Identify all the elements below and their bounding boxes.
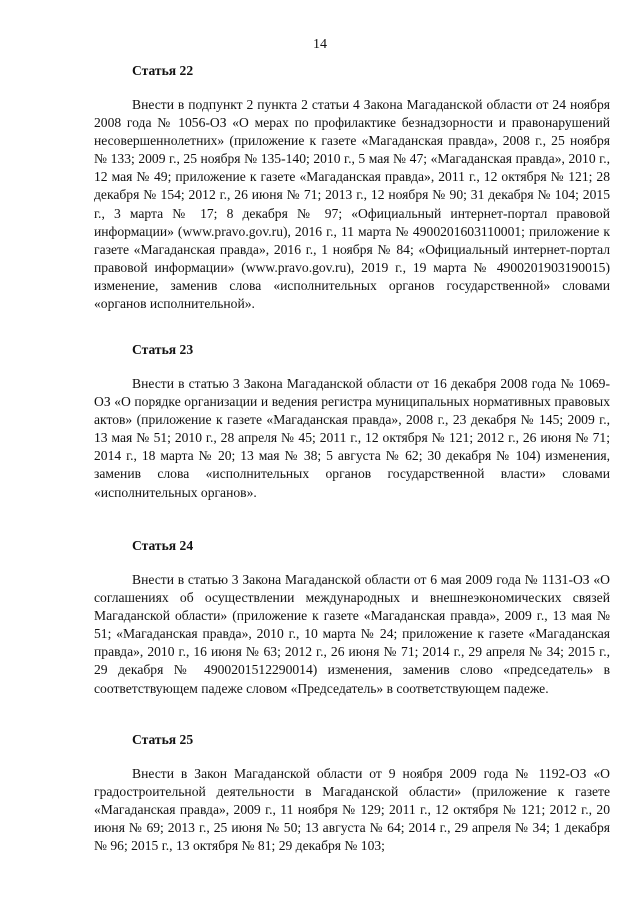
article-title: Статья 25 [132,732,194,747]
article-title: Статья 24 [132,538,194,553]
article-title: Статья 23 [132,342,194,357]
article-25 [94,731,610,855]
article-23 [94,341,610,502]
article-text: Внести в статью 3 Закона Магаданской области от 6 мая 2009 года № 1131-ОЗ «О соглашениях об осуществлении международных и внешнеэкономических связей Магаданской области» (приложение к газете «Магаданская правда», 2009 г., 13 мая № 51; «Магаданская правда», 2010 г., 10 марта № 24; приложение к газете «Магаданская правда», 2010 г., 16 июня № 63; 2012 г., 26 июня № 71; 2014 г., 29 апреля № 34; 2015 г., 29 декабря № 4900201512290014) изменения, заменив слово «председатель» в соответствующем падеже словом «Председатель» в соответствующем падеже. [94,572,610,696]
article-text: Внести в статью 3 Закона Магаданской области от 16 декабря 2008 года № 1069-ОЗ «О порядке организации и ведения регистра муниципальных нормативных правовых актов» (приложение к газете «Магаданская правда», 2008 г., 23 декабря № 145; 2009 г., 13 мая № 51; 2010 г., 28 апреля № 45; 2011 г., 12 октября № 121; 2012 г., 26 июня № 71; 2014 г., 18 марта № 20; 13 мая № 38; 5 августа № 62; 30 декабря № 104) изменения, заменив слова «исполнительных органов государственной власти» словами «исполнительных органов». [94,376,610,500]
article-title: Статья 22 [132,63,194,78]
article-22 [94,62,610,313]
article-24 [94,537,610,698]
article-text: Внести в подпункт 2 пункта 2 статьи 4 Закона Магаданской области от 24 ноября 2008 года № 1056-ОЗ «О мерах по профилактике безнадзорности и правонарушений несовершеннолетних» (приложение к газете «Магаданская правда», 2008 г., 25 ноября № 133; 2009 г., 25 ноября № 135-140; 2010 г., 5 мая № 47; «Магаданская правда», 2010 г., 12 мая № 49; приложение к газете «Магаданская правда», 2011 г., 12 октября № 121; 28 декабря № 154; 2012 г., 26 июня № 71; 2013 г., 12 ноября № 90; 31 декабря № 104; 2015 г., 3 марта № 17; 8 декабря № 97; «Официальный интернет-портал правовой информации» (www.pravo.gov.ru), 2016 г., 11 марта № 4900201603110001; приложение к газете «Магаданская правда», 2016 г., 1 ноября № 84; «Официальный интернет-портал правовой информации» (www.pravo.gov.ru), 2019 г., 19 марта № 4900201903190015) изменение, заменив слова «исполнительных органов государственной» словами «органов исполнительной». [94,97,610,312]
page-number: 14 [313,37,327,52]
article-text: Внести в Закон Магаданской области от 9 ноября 2009 года № 1192-ОЗ «О градостроительной деятельности в Магаданской области» (приложение к газете «Магаданская правда», 2009 г., 11 ноября № 129; 2011 г., 12 октября № 121; 2012 г., 20 июня № 69; 2013 г., 25 июня № 50; 13 августа № 64; 2014 г., 29 апреля № 34; 1 декабря № 96; 2015 г., 13 октября № 81; 29 декабря № 103; [94,766,610,854]
